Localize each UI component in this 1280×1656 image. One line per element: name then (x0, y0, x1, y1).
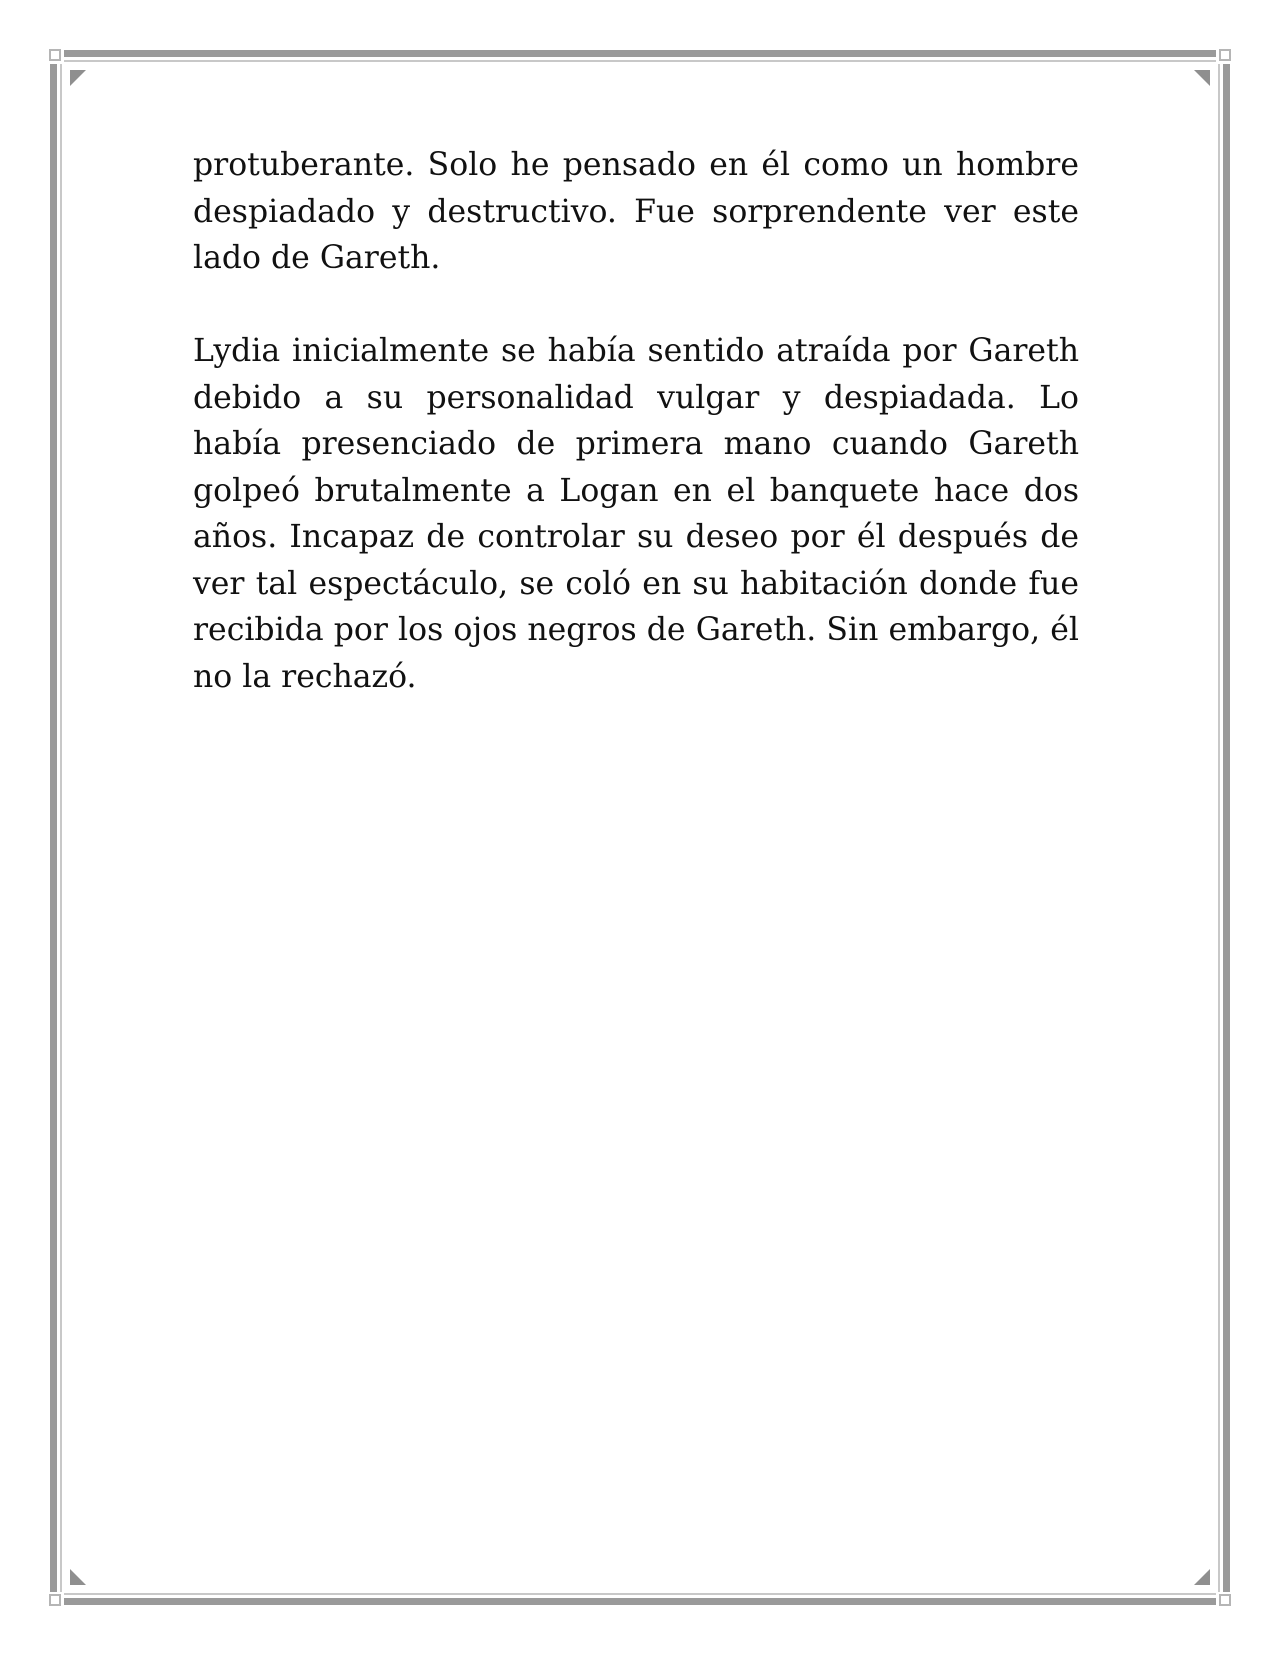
body-text (193, 142, 1079, 747)
paragraph-1: protuberante. Solo he pensado en él como un hombre despiadado y destructivo. Fue sorprendente ver este lado de Gareth. (193, 147, 1079, 276)
paragraph-2: Lydia inicialmente se había sentido atraída por Gareth debido a su personalidad vulgar y despiadada. Lo había presenciado de primera mano cuando Gareth golpeó brutalmente a Logan en el banquete hace dos años. Incapaz de controlar su deseo por él después de ver tal espectáculo, se coló en su habitación donde fue recibida por los ojos negros de Gareth. Sin embargo, él no la rechazó. (193, 333, 1079, 695)
